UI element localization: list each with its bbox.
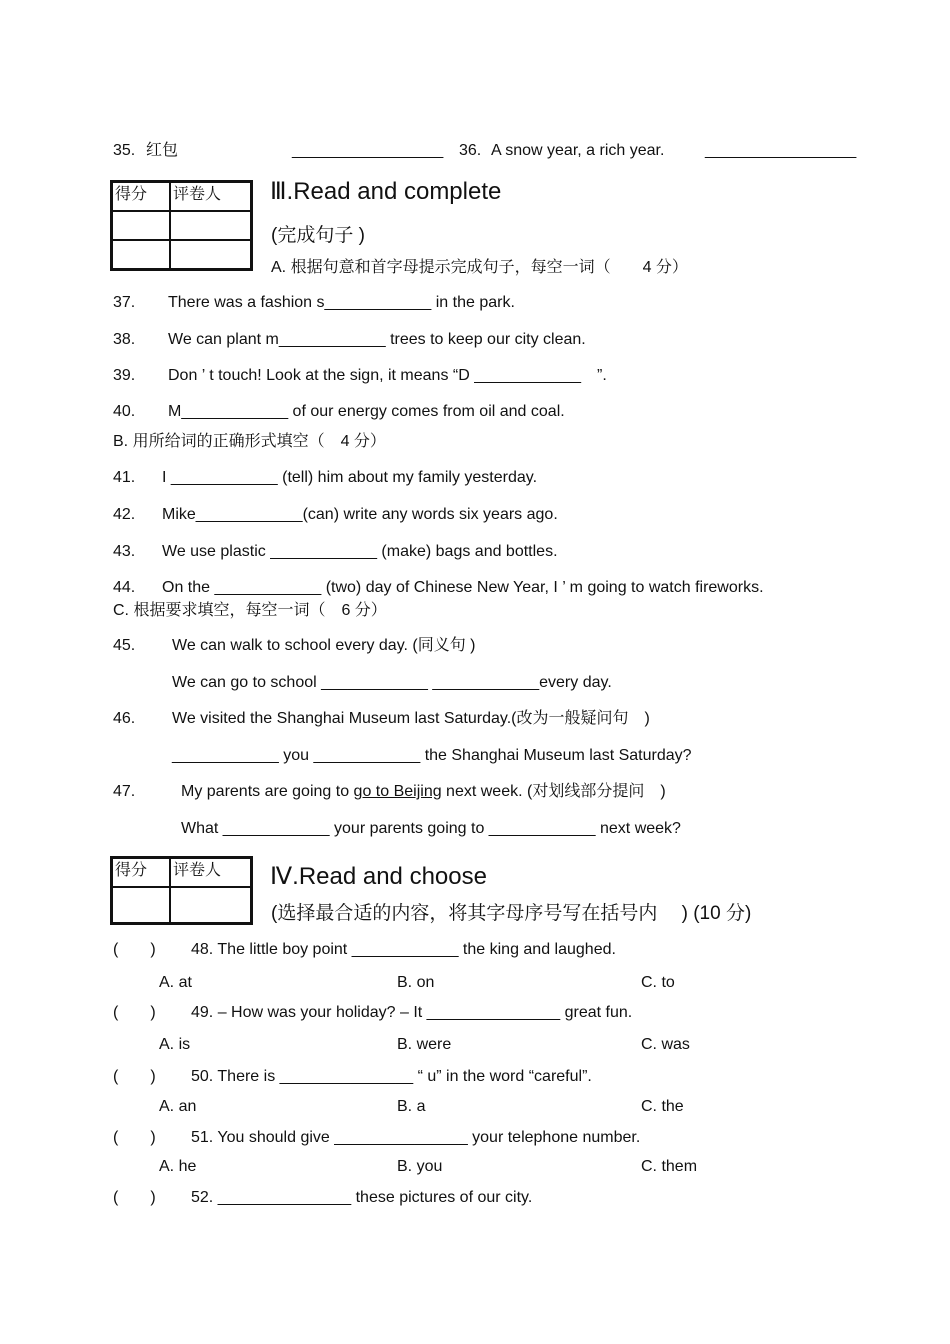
q49-option-a: A. is [159,1036,191,1053]
q46-answer: ____________ you ____________ the Shanghai Museum last Saturday? [172,747,692,764]
q50-option-b: B. a [397,1098,426,1115]
q47-number: 47. [113,783,136,800]
q42-text: Mike____________(can) write any words six years ago. [162,506,558,523]
q50-option-c: C. the [641,1098,684,1115]
q47-underlined: go to Beijing [353,783,442,800]
q44-text: On the ____________ (two) day of Chinese New Year, I ’ m going to watch fireworks. [162,579,764,596]
q38-text: We can plant m____________ trees to keep our city clean. [168,331,586,348]
score-table-section3 [110,180,253,271]
q51-option-b: B. you [397,1158,443,1175]
q44-number: 44. [113,579,136,596]
q49-paren: ( ) [113,1004,156,1021]
q51-paren: ( ) [113,1129,156,1146]
q52-paren: ( ) [113,1189,156,1206]
grader-label: 评卷人 [173,862,222,879]
q38-number: 38. [113,331,136,348]
section4-title: Ⅳ.Read and choose [270,863,487,890]
q51-option-c: C. them [641,1158,698,1175]
q40-text: M____________ of our energy comes from oil and coal. [168,403,565,420]
q45-text: We can walk to school every day. (同义句 ) [172,637,476,654]
section4-subtitle: (选择最合适的内容，将其字母序号写在括号内 ) (10 分) [271,903,752,924]
section3-partC: C. 根据要求填空，每空一词（ 6 分） [113,602,387,619]
q51-option-a: A. he [159,1158,197,1175]
q45-number: 45. [113,637,136,654]
q48-question: 48. The little boy point ____________ the king and laughed. [191,941,616,958]
q46-number: 46. [113,710,136,727]
q50-question: 50. There is _______________ “ u” in the word “careful”. [191,1068,592,1085]
section3-partA: A. 根据句意和首字母提示完成句子，每空一词（ 4 分） [271,259,688,276]
q48-paren: ( ) [113,941,156,958]
score-label: 得分 [113,859,171,886]
q47-text-pre: My parents are going to [181,783,354,800]
q51-question: 51. You should give _______________ your telephone number. [191,1129,641,1146]
q47-answer: What ____________ your parents going to ____________ next week? [181,820,681,837]
section3-title: Ⅲ.Read and complete [270,178,502,205]
q41-number: 41. [113,469,136,486]
grader-label: 评卷人 [173,186,222,203]
q48-option-c: C. to [641,974,675,991]
score-label: 得分 [113,183,171,210]
q48-option-b: B. on [397,974,435,991]
q49-option-b: B. were [397,1036,452,1053]
q40-number: 40. [113,403,136,420]
q36-number: 36. [459,142,482,159]
q37-text: There was a fashion s____________ in the park. [168,294,515,311]
q45-answer: We can go to school ____________ ____________every day. [172,674,612,691]
q36-blank: _________________ [705,142,857,159]
section3-partB: B. 用所给词的正确形式填空（ 4 分） [113,433,386,450]
q43-number: 43. [113,543,136,560]
q46-text: We visited the Shanghai Museum last Saturday.(改为一般疑问句 ) [172,710,650,727]
q41-text: I ____________ (tell) him about my family yesterday. [162,469,538,486]
q35-number: 35. [113,142,136,159]
q39-number: 39. [113,367,136,384]
q47-text [181,782,666,802]
q35-blank: _________________ [292,142,444,159]
q39-text: Don ’ t touch! Look at the sign, it means “D ____________ ”. [168,367,607,384]
q36-text: A snow year, a rich year. [491,142,665,159]
q49-option-c: C. was [641,1036,690,1053]
q42-number: 42. [113,506,136,523]
q47-text-post: next week. (对划线部分提问 ) [441,783,666,800]
q52-question: 52. _______________ these pictures of our city. [191,1189,533,1206]
q48-option-a: A. at [159,974,192,991]
q49-question: 49. – How was your holiday? – It _______________ great fun. [191,1004,633,1021]
q35-text: 红包 [146,142,179,159]
q37-number: 37. [113,294,136,311]
q43-text: We use plastic ____________ (make) bags and bottles. [162,543,558,560]
q50-option-a: A. an [159,1098,197,1115]
q50-paren: ( ) [113,1068,156,1085]
section3-subtitle: (完成句子 ) [271,225,365,246]
score-table-section4 [110,856,253,925]
